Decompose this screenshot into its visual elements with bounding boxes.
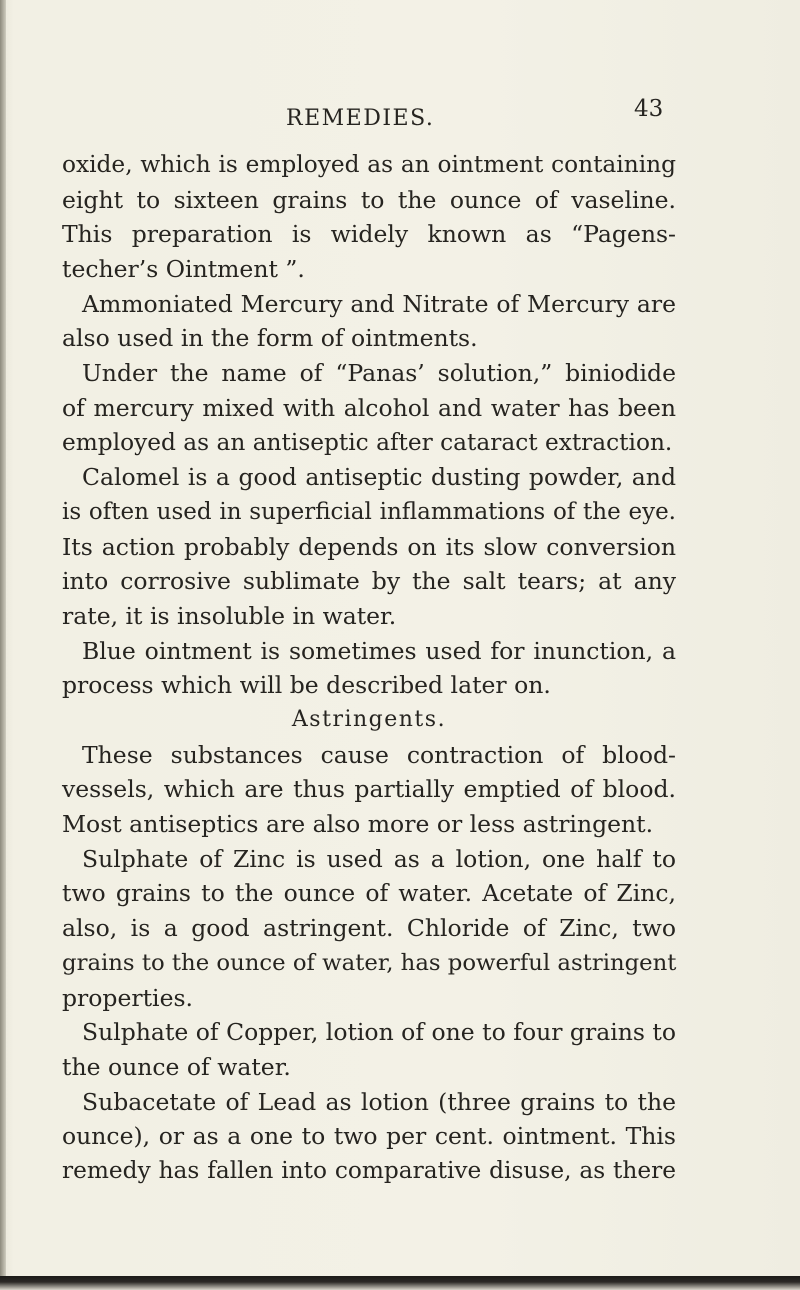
text-line: employed as an antiseptic after cataract extraction. [62, 428, 673, 456]
text-line: This preparation is widely known as “Pagens- [62, 220, 676, 249]
text-line: rate, it is insoluble in water. [62, 601, 397, 630]
text-line: oxide, which is employed as an ointment containing [62, 151, 676, 178]
text-line: properties. [62, 983, 194, 1012]
section-heading: Astringents. [291, 707, 447, 732]
text-line: also used in the form of ointments. [62, 324, 478, 353]
text-line: These substances cause contraction of blood- [82, 740, 676, 769]
page-binding-edge [0, 0, 6, 1290]
text-line: is often used in superficial inflammations of the eye. [62, 498, 676, 525]
text-line: eight to sixteen grains to the ounce of vaseline. [62, 185, 676, 214]
page-bottom-edge [0, 1276, 800, 1290]
text-line: Blue ointment is sometimes used for inunction, a [82, 636, 676, 665]
text-line: Subacetate of Lead as lotion (three grains to the [82, 1087, 676, 1116]
page-number: 43 [634, 96, 664, 122]
text-line: Sulphate of Zinc is used as a lotion, one half to [82, 844, 676, 873]
text-line: Its action probably depends on its slow conversion [62, 532, 676, 561]
text-line: Calomel is a good antiseptic dusting powder, and [82, 463, 676, 492]
text-line: Under the name of “Panas’ solution,” biniodide [82, 359, 676, 388]
text-line: process which will be described later on. [62, 671, 551, 700]
text-line: ounce), or as a one to two per cent. ointment. This [62, 1122, 676, 1151]
text-line: two grains to the ounce of water. Acetate of Zinc, [62, 879, 676, 908]
text-line: of mercury mixed with alcohol and water has been [62, 393, 676, 422]
text-line: techer’s Ointment ”. [62, 255, 305, 284]
text-line: remedy has fallen into comparative disuse, as there [62, 1156, 676, 1184]
running-head [0, 96, 800, 136]
text-line: the ounce of water. [62, 1052, 291, 1081]
text-line: vessels, which are thus partially emptied of blood. [62, 775, 676, 804]
header-title: REMEDIES. [286, 106, 435, 131]
text-line: grains to the ounce of water, has powerful astringent [62, 949, 677, 976]
text-line: Most antiseptics are also more or less astringent. [62, 810, 654, 839]
text-line: Ammoniated Mercury and Nitrate of Mercury are [82, 289, 676, 318]
text-line: also, is a good astringent. Chloride of Zinc, two [62, 914, 676, 943]
text-line: Sulphate of Copper, lotion of one to four grains to [82, 1018, 676, 1047]
text-line: into corrosive sublimate by the salt tears; at any [62, 567, 676, 596]
body-text [62, 148, 676, 1189]
